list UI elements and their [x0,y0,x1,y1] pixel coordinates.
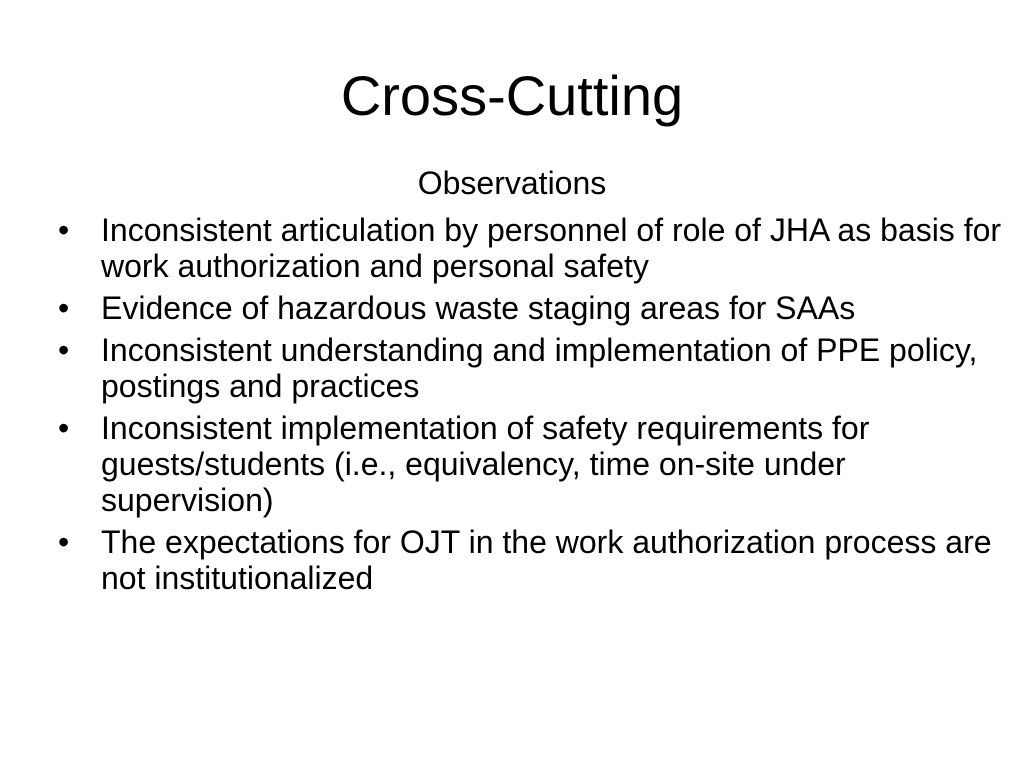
bullet-item [58,212,1018,284]
slide-subtitle: Observations [417,165,607,201]
bullet-dot-icon: • [58,290,70,326]
bullet-text: The expectations for OJT in the work authorization process are not institutionalized [101,524,992,596]
bullet-dot-icon: • [58,212,70,248]
bullet-item [58,524,1018,596]
bullet-item [58,332,1018,404]
slide-title: Cross-Cutting [340,64,684,127]
bullet-list [58,212,1018,602]
bullet-dot-icon: • [58,332,70,368]
bullet-text: Evidence of hazardous waste staging areas for SAAs [101,290,856,326]
bullet-text: Inconsistent implementation of safety requirements for guests/students (i.e., equivalency, time on-site under supervision) [101,410,870,518]
bullet-dot-icon: • [58,524,70,560]
bullet-item [58,290,1018,326]
bullet-item [58,410,1018,518]
bullet-text: Inconsistent articulation by personnel of role of JHA as basis for work authorization and personal safety [101,212,1002,284]
bullet-text: Inconsistent understanding and implementation of PPE policy, postings and practices [101,332,978,404]
bullet-dot-icon: • [58,410,70,446]
